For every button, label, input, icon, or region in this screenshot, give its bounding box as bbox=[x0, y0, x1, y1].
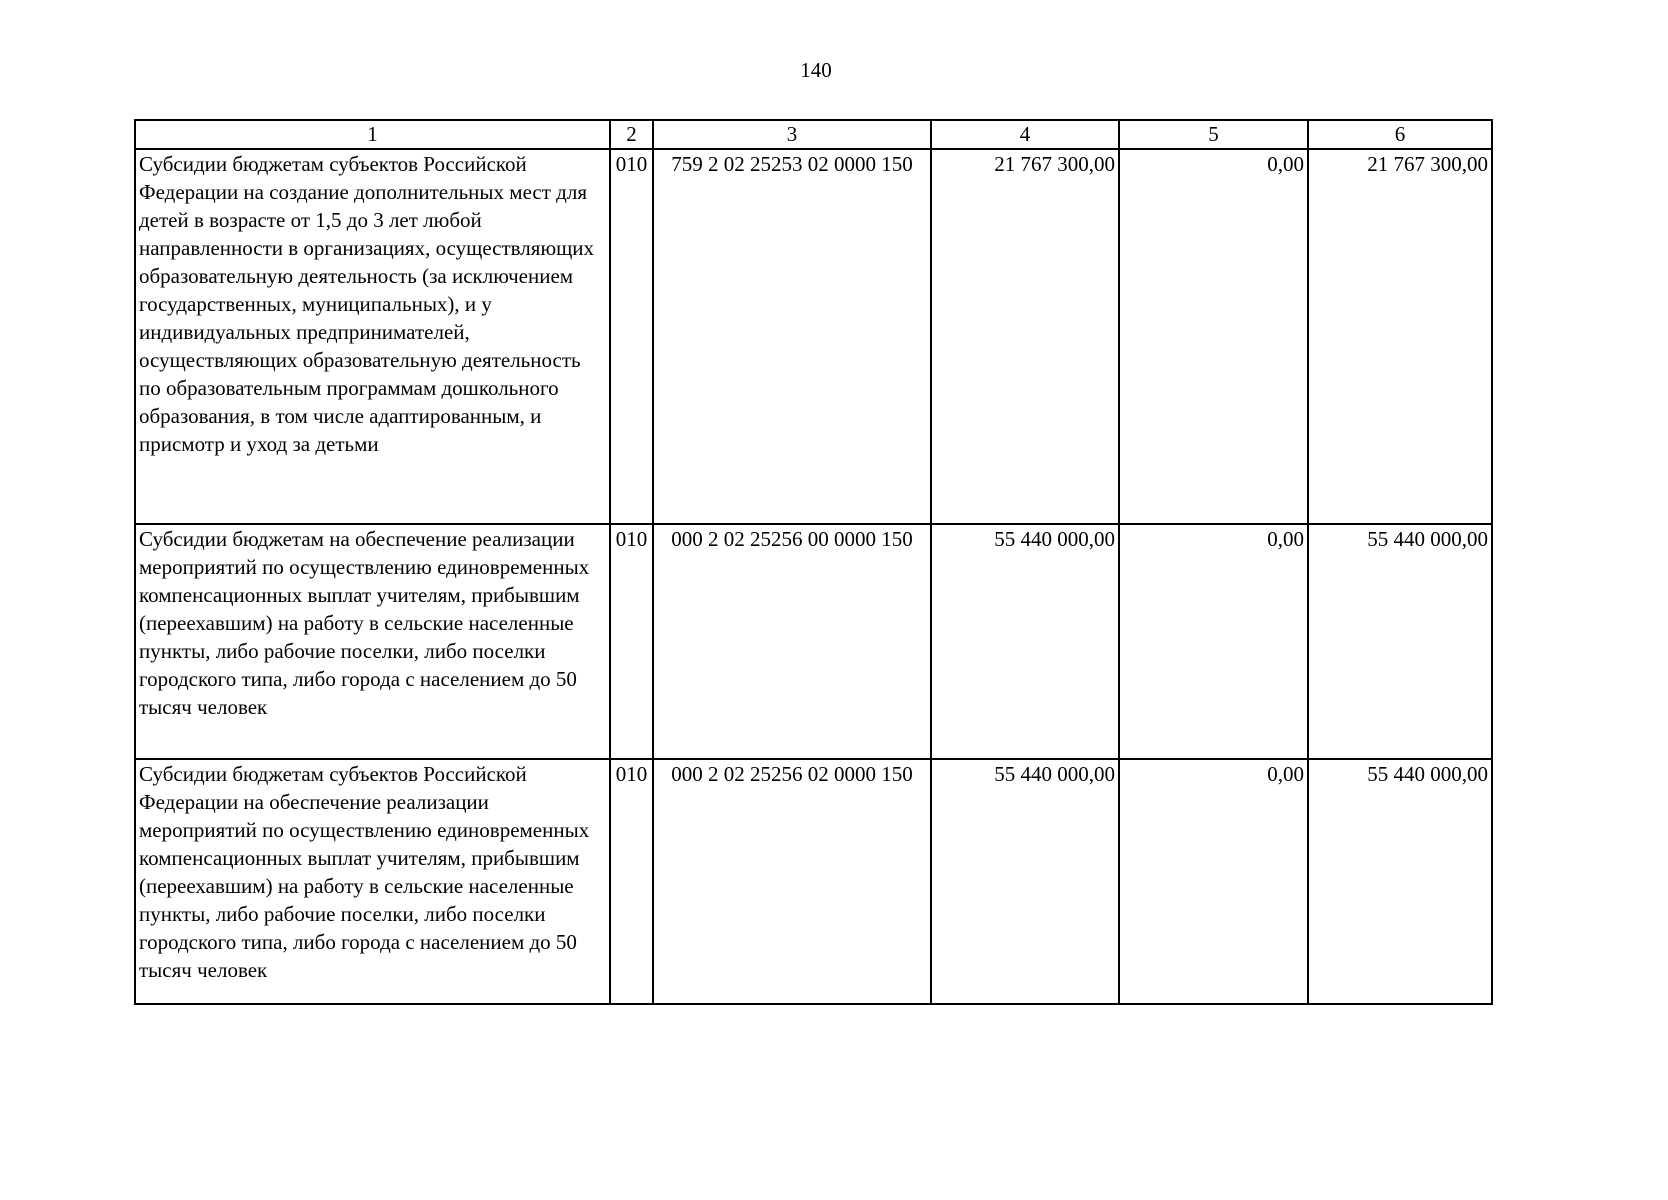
table-row bbox=[135, 524, 1492, 759]
header-col-2: 2 bbox=[610, 120, 653, 149]
table-row bbox=[135, 149, 1492, 524]
row-col6-amount: 55 440 000,00 bbox=[1308, 524, 1492, 759]
row-name-cell: Субсидии бюджетам на обеспечение реализации мероприятий по осуществлению единовременных компенсационных выплат учителям, прибывшим (переехавшим) на работу в сельские населенные пункты, либо рабочие поселки, либо поселки городского типа, либо города с населением до 50 тысяч человек bbox=[135, 524, 610, 759]
budget-table bbox=[134, 119, 1493, 1005]
page-number: 140 bbox=[800, 58, 832, 82]
row-col5-amount: 0,00 bbox=[1119, 759, 1308, 1004]
header-row bbox=[135, 120, 1492, 149]
row-name-cell: Субсидии бюджетам субъектов Российской Федерации на обеспечение реализации мероприятий по осуществлению единовременных компенсационных выплат учителям, прибывшим (переехавшим) на работу в сельские населенные пункты, либо рабочие поселки, либо поселки городского типа, либо города с населением до 50 тысяч человек bbox=[135, 759, 610, 1004]
row-kbk-cell: 759 2 02 25253 02 0000 150 bbox=[653, 149, 931, 524]
table-header bbox=[135, 120, 1492, 149]
row-col4-amount: 55 440 000,00 bbox=[931, 759, 1119, 1004]
row-col5-amount: 0,00 bbox=[1119, 149, 1308, 524]
row-col4-amount: 21 767 300,00 bbox=[931, 149, 1119, 524]
row-col6-amount: 55 440 000,00 bbox=[1308, 759, 1492, 1004]
row-kbk-cell: 000 2 02 25256 02 0000 150 bbox=[653, 759, 931, 1004]
header-col-1: 1 bbox=[135, 120, 610, 149]
row-admin-code-cell: 010 bbox=[610, 149, 653, 524]
row-col6-amount: 21 767 300,00 bbox=[1308, 149, 1492, 524]
row-col4-amount: 55 440 000,00 bbox=[931, 524, 1119, 759]
row-admin-code-cell: 010 bbox=[610, 524, 653, 759]
row-col5-amount: 0,00 bbox=[1119, 524, 1308, 759]
row-name-cell: Субсидии бюджетам субъектов Российской Федерации на создание дополнительных мест для детей в возрасте от 1,5 до 3 лет любой направленности в организациях, осуществляющих образовательную деятельность (за исключением государственных, муниципальных), и у индивидуальных предпринимателей, осуществляющих образовательную деятельность по образовательным программам дошкольного образования, в том числе адаптированным, и присмотр и уход за детьми bbox=[135, 149, 610, 524]
row-kbk-cell: 000 2 02 25256 00 0000 150 bbox=[653, 524, 931, 759]
header-col-5: 5 bbox=[1119, 120, 1308, 149]
row-admin-code-cell: 010 bbox=[610, 759, 653, 1004]
table-row bbox=[135, 759, 1492, 1004]
header-col-4: 4 bbox=[931, 120, 1119, 149]
header-col-6: 6 bbox=[1308, 120, 1492, 149]
header-col-3: 3 bbox=[653, 120, 931, 149]
